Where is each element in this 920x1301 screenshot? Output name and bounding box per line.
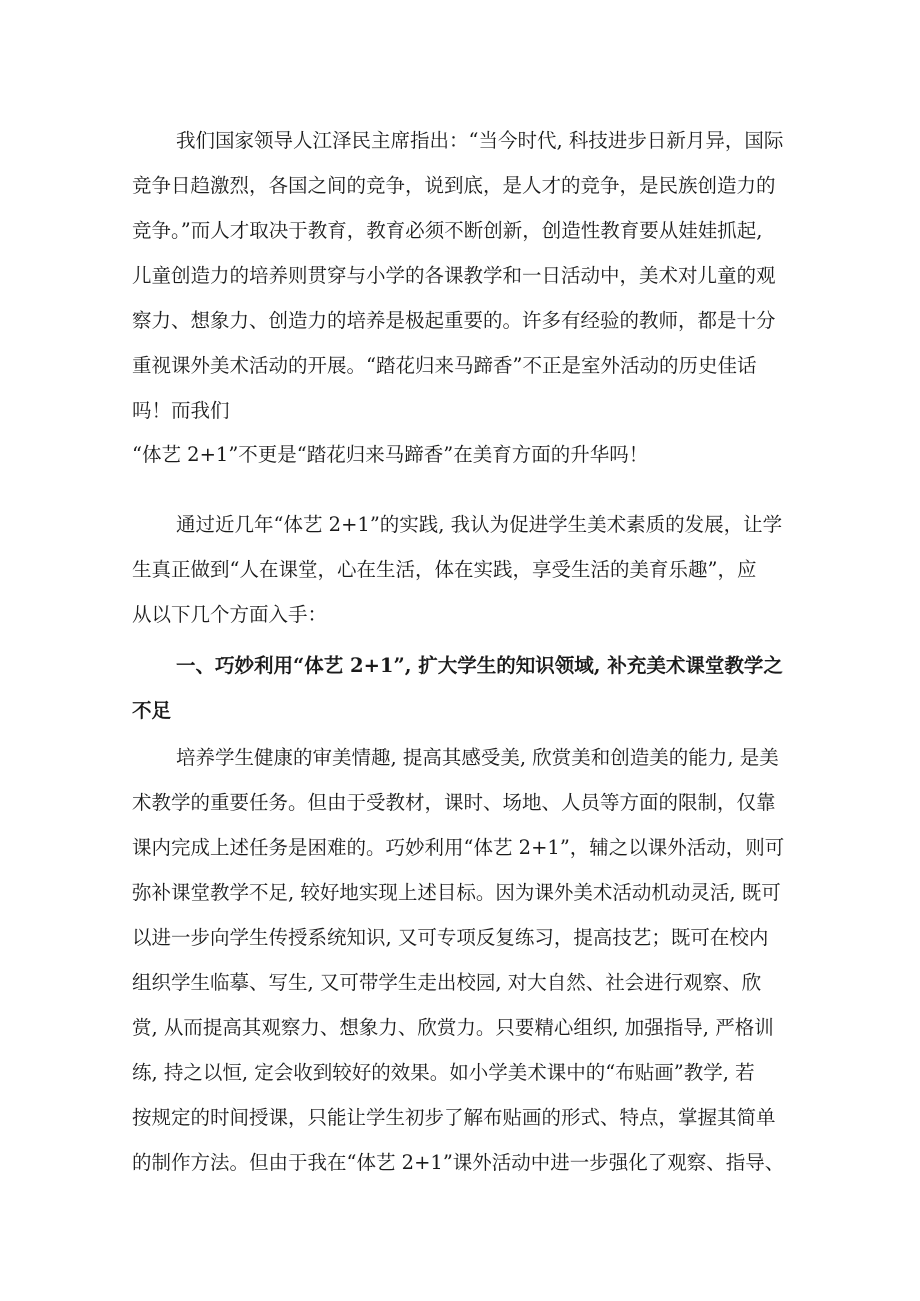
paragraph-3-line-5: 以进一步向学生传授系统知识, 又可专项反复练习，提高技艺；既可在校内 xyxy=(132,926,769,949)
section-heading-line-2: 不足 xyxy=(132,699,172,722)
paragraph-2-line-3: 从以下几个方面入手： xyxy=(132,603,328,626)
paragraph-3-line-7: 赏, 从而提高其观察力、想象力、欣赏力。只要精心组织, 加强指导, 严格训 xyxy=(132,1016,774,1039)
paragraph-3-line-10: 的制作方法。但由于我在“体艺 2+1”课外活动中进一步强化了观察、指导、 xyxy=(132,1151,785,1174)
paragraph-1-line-4: 儿童创造力的培养则贯穿与小学的各课教学和一日活动中，美术对儿童的观 xyxy=(132,264,776,287)
paragraph-1-line-3: 竞争。”而人才取决于教育，教育必须不断创新，创造性教育要从娃娃抓起, xyxy=(132,219,763,242)
paragraph-1-line-5: 察力、想象力、创造力的培养是极起重要的。许多有经验的教师，都是十分 xyxy=(132,309,776,332)
paragraph-3-line-9: 按规定的时间授课，只能让学生初步了解布贴画的形式、特点，掌握其简单 xyxy=(132,1106,776,1129)
paragraph-2-line-1: 通过近几年“体艺 2+1”的实践, 我认为促进学生美术素质的发展，让学 xyxy=(176,513,783,536)
paragraph-3-line-6: 组织学生临摹、写生, 又可带学生走出校园, 对大自然、社会进行观察、欣 xyxy=(132,971,762,994)
paragraph-1-line-1: 我们国家领导人江泽民主席指出：“当今时代, 科技进步日新月异，国际 xyxy=(176,129,784,152)
paragraph-3-line-1: 培养学生健康的审美情趣, 提高其感受美, 欣赏美和创造美的能力, 是美 xyxy=(176,746,779,769)
paragraph-3-line-4: 弥补课堂教学不足, 较好地实现上述目标。因为课外美术活动机动灵活, 既可 xyxy=(132,881,781,904)
section-heading-line-1: 一、巧妙利用“体艺 2+1”, 扩大学生的知识领域, 补充美术课堂教学之 xyxy=(176,654,783,677)
paragraph-3-line-2: 术教学的重要任务。但由于受教材，课时、场地、人员等方面的限制，仅靠 xyxy=(132,791,776,814)
paragraph-3-line-8: 练, 持之以恒, 定会收到较好的效果。如小学美术课中的“布贴画”教学, 若 xyxy=(132,1061,755,1084)
paragraph-3-line-3: 课内完成上述任务是困难的。巧妙利用“体艺 2+1”，辅之以课外活动，则可 xyxy=(132,836,785,859)
paragraph-2-line-2: 生真正做到“人在课堂，心在生活，体在实践，享受生活的美育乐趣”，应 xyxy=(132,558,757,581)
paragraph-1-line-6: 重视课外美术活动的开展。“踏花归来马蹄香”不正是室外活动的历史佳话 xyxy=(132,354,757,377)
paragraph-1-line-2: 竞争日趋激烈，各国之间的竞争，说到底，是人才的竞争，是民族创造力的 xyxy=(132,174,776,197)
paragraph-1-line-7: 吗！而我们 xyxy=(132,399,230,422)
paragraph-1-line-8: “体艺 2+1”不更是“踏花归来马蹄香”在美育方面的升华吗！ xyxy=(132,443,649,466)
